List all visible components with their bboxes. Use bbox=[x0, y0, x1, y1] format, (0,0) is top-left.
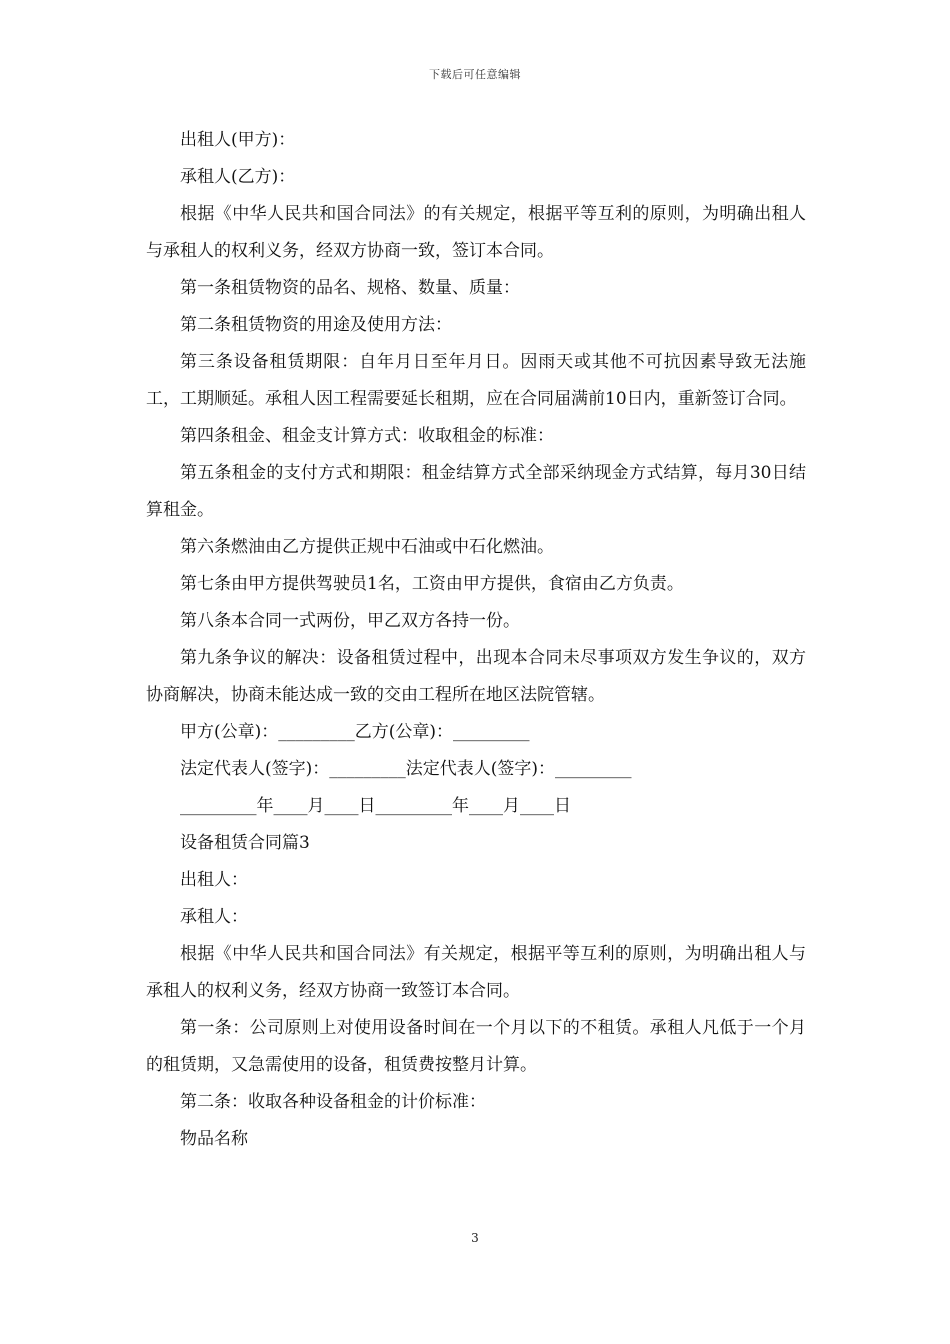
section-title: 设备租赁合同篇3 bbox=[180, 833, 310, 853]
page-header: 下载后可任意编辑 bbox=[429, 68, 521, 81]
document-body bbox=[146, 122, 806, 1158]
paragraph: 第七条由甲方提供驾驶员1名，工资由甲方提供，食宿由乙方负责。 bbox=[180, 574, 684, 594]
paragraph: 第二条：收取各种设备租金的计价标准： bbox=[180, 1092, 486, 1112]
paragraph: 承租人： bbox=[180, 907, 248, 927]
paragraph: 出租人： bbox=[180, 870, 248, 890]
page-number: 3 bbox=[471, 1231, 479, 1245]
paragraph: 第二条租赁物资的用途及使用方法： bbox=[180, 315, 452, 335]
paragraph: 出租人(甲方)： bbox=[180, 130, 296, 150]
paragraph: 第五条租金的支付方式和期限：租金结算方式全部采纳现金方式结算，每月30日结算租金。 bbox=[146, 463, 806, 520]
paragraph: 根据《中华人民共和国合同法》有关规定，根据平等互利的原则，为明确出租人与承租人的权利义务，经双方协商一致签订本合同。 bbox=[146, 944, 806, 1001]
paragraph: 承租人(乙方)： bbox=[180, 167, 296, 187]
signature-line-seal: 甲方(公章)：_________乙方(公章)：_________ bbox=[180, 722, 530, 742]
paragraph: 第九条争议的解决：设备租赁过程中，出现本合同未尽事项双方发生争议的，双方协商解决，协商未能达成一致的交由工程所在地区法院管辖。 bbox=[146, 648, 806, 705]
paragraph: 第三条设备租赁期限：自年月日至年月日。因雨天或其他不可抗因素导致无法施工，工期顺延。承租人因工程需要延长租期，应在合同届满前10日内，重新签订合同。 bbox=[146, 352, 806, 409]
signature-line-date: _________年____月____日_________年____月____日 bbox=[180, 796, 571, 816]
paragraph: 第六条燃油由乙方提供正规中石油或中石化燃油。 bbox=[180, 537, 554, 557]
paragraph: 第一条租赁物资的品名、规格、数量、质量： bbox=[180, 278, 520, 298]
paragraph: 第四条租金、租金支计算方式：收取租金的标准： bbox=[180, 426, 554, 446]
paragraph: 物品名称 bbox=[180, 1129, 248, 1149]
paragraph: 第八条本合同一式两份，甲乙双方各持一份。 bbox=[180, 611, 520, 631]
paragraph: 第一条：公司原则上对使用设备时间在一个月以下的不租赁。承租人凡低于一个月的租赁期，又急需使用的设备，租赁费按整月计算。 bbox=[146, 1018, 806, 1075]
signature-line-representative: 法定代表人(签字)：_________法定代表人(签字)：_________ bbox=[180, 759, 632, 779]
paragraph: 根据《中华人民共和国合同法》的有关规定，根据平等互利的原则，为明确出租人与承租人的权利义务，经双方协商一致，签订本合同。 bbox=[146, 204, 806, 261]
